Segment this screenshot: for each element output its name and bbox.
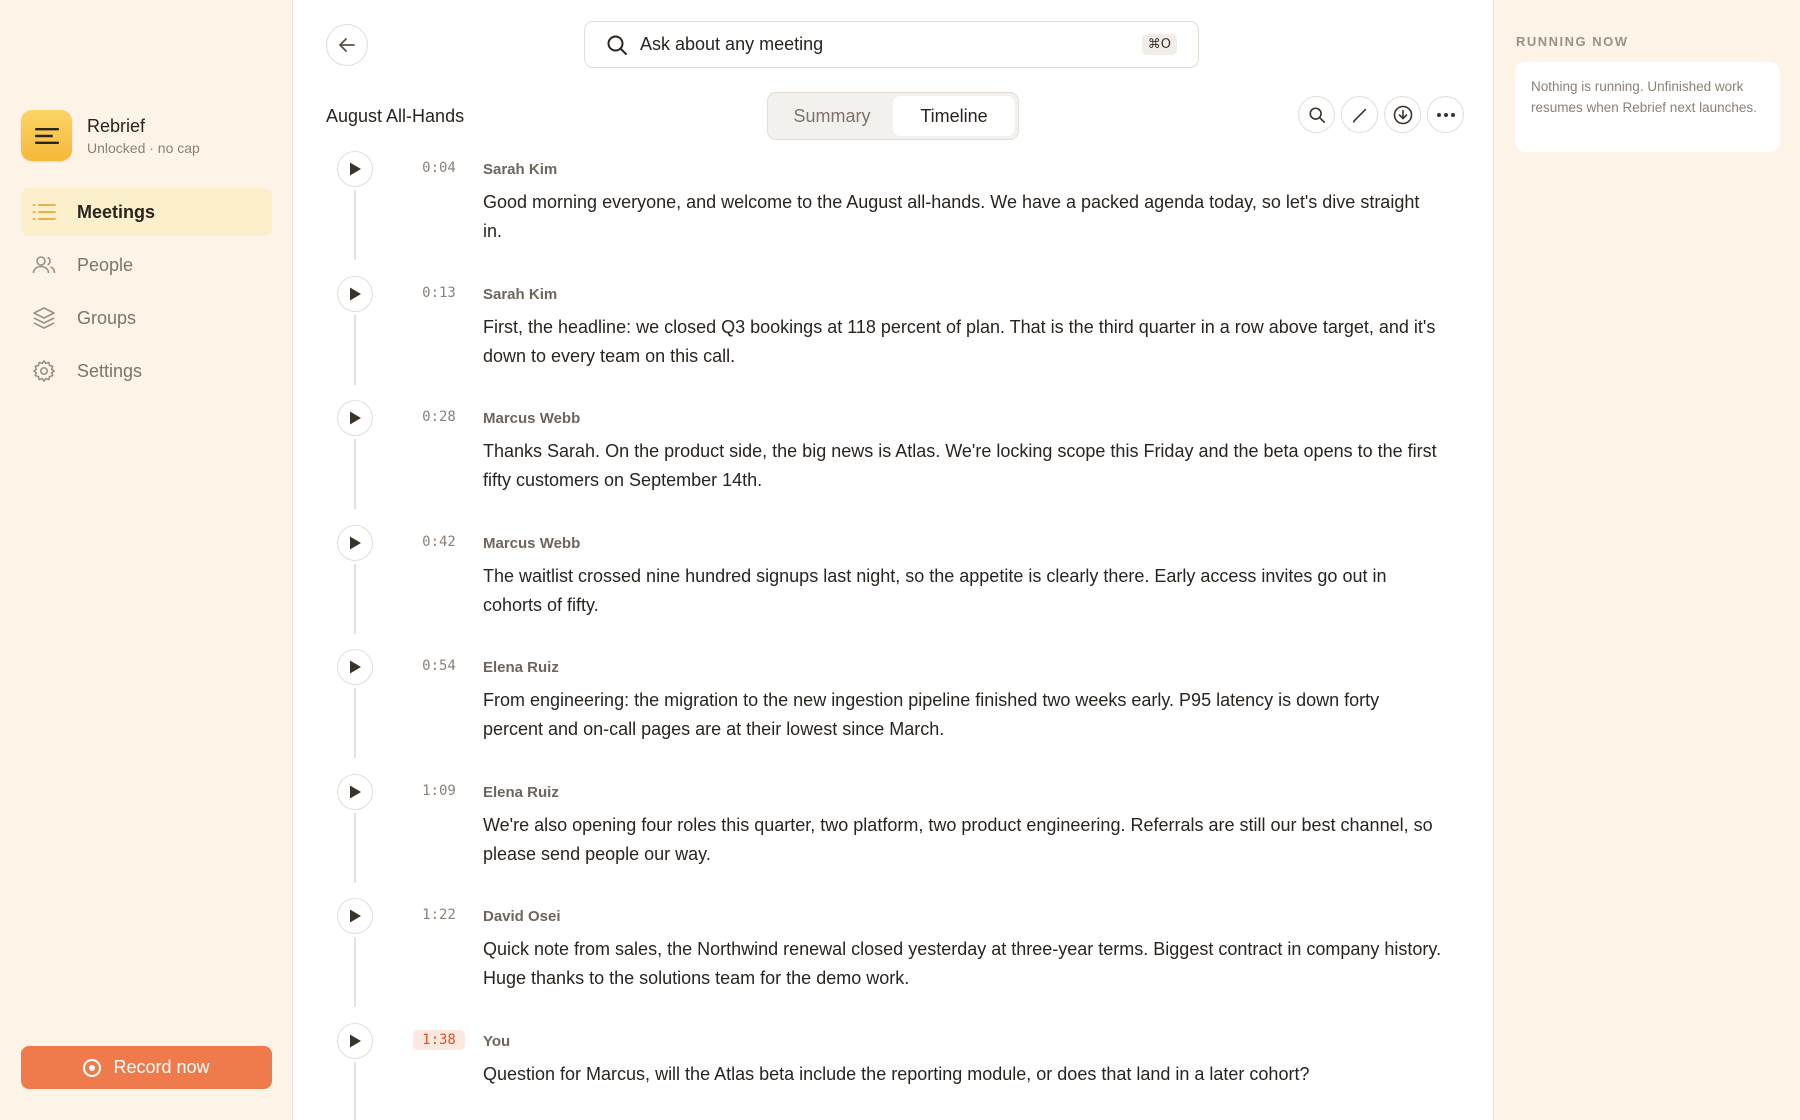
transcript-text: Good morning everyone, and welcome to the August all-hands. We have a packed agenda today, so let's dive straight in. bbox=[483, 192, 1420, 241]
search-bar[interactable] bbox=[584, 21, 1199, 68]
meeting-title: August All-Hands bbox=[326, 106, 465, 126]
timestamp[interactable]: 1:38 bbox=[413, 1030, 465, 1050]
transcript-text: Thanks Sarah. On the product side, the big news is Atlas. We're locking scope this Friday and the beta opens to the first fifty customers on September 14th. bbox=[483, 441, 1437, 490]
transcript-text: The waitlist crossed nine hundred signups last night, so the appetite is clearly there. Early access invites go out in cohorts of fifty. bbox=[483, 565, 1387, 615]
timeline-connector bbox=[354, 439, 356, 509]
transcript-text: We're also opening four roles this quarter, two platform, two product engineering. Referrals are still our best channel, so please send people our way. bbox=[483, 814, 1433, 864]
speaker-name: Marcus Webb bbox=[483, 534, 581, 552]
record-now-label: Record now bbox=[113, 1057, 210, 1077]
arrow-left-icon bbox=[337, 35, 357, 55]
sidebar-item-label: Settings bbox=[77, 360, 143, 381]
timeline-entry bbox=[293, 520, 1493, 645]
speaker-name: Elena Ruiz bbox=[483, 659, 559, 676]
timestamp[interactable]: 1:09 bbox=[422, 782, 456, 799]
app-plan: Unlocked · no cap bbox=[87, 139, 200, 156]
play-icon bbox=[348, 410, 362, 426]
record-icon bbox=[83, 1059, 101, 1077]
timeline-entry bbox=[293, 395, 1493, 520]
timeline-connector bbox=[354, 937, 356, 1007]
sidebar-item-label: Meetings bbox=[77, 201, 156, 222]
timestamp[interactable]: 1:22 bbox=[422, 907, 456, 923]
timeline-entry bbox=[293, 271, 1493, 396]
timeline-entry bbox=[293, 769, 1493, 894]
download-button[interactable] bbox=[1384, 96, 1421, 133]
gear-icon bbox=[31, 358, 57, 384]
timeline-entry bbox=[293, 146, 1493, 271]
people-icon bbox=[31, 252, 57, 278]
play-icon bbox=[348, 1033, 362, 1049]
timeline-connector bbox=[354, 1062, 356, 1120]
transcript-text: From engineering: the migration to the new ingestion pipeline finished two weeks early. P95 latency is down forty percent and on-call pages are at their lowest since March. bbox=[483, 690, 1380, 739]
timestamp[interactable]: 0:54 bbox=[422, 658, 456, 674]
sidebar-nav bbox=[21, 188, 272, 400]
speaker-name: Sarah Kim bbox=[483, 161, 558, 178]
record-now-button[interactable] bbox=[21, 1046, 272, 1089]
transcript-text: First, the headline: we closed Q3 bookings at 118 percent of plan. That is the third quarter in a row above target, and it's down to every team on this call. bbox=[483, 316, 1436, 366]
sidebar-item-meetings[interactable] bbox=[21, 188, 272, 236]
search-input[interactable] bbox=[640, 34, 1120, 55]
app-logo-icon bbox=[21, 110, 72, 161]
sidebar-item-label: People bbox=[77, 254, 134, 275]
play-icon bbox=[348, 161, 362, 177]
play-icon bbox=[348, 784, 362, 800]
tab-timeline[interactable]: Timeline bbox=[893, 96, 1015, 136]
sidebar-item-label: Groups bbox=[77, 307, 137, 328]
play-button[interactable] bbox=[337, 151, 373, 187]
speaker-name: Marcus Webb bbox=[483, 410, 581, 427]
main-panel bbox=[293, 0, 1493, 1120]
play-button[interactable] bbox=[337, 649, 373, 685]
play-button[interactable] bbox=[337, 400, 373, 436]
layers-icon bbox=[31, 305, 57, 331]
timeline-connector bbox=[354, 564, 356, 634]
search-icon bbox=[606, 34, 628, 56]
play-icon bbox=[348, 908, 362, 924]
play-button[interactable] bbox=[337, 1023, 373, 1059]
search-transcript-button[interactable] bbox=[1298, 96, 1335, 133]
speaker-name: You bbox=[483, 1032, 511, 1050]
timestamp[interactable]: 0:04 bbox=[422, 160, 456, 176]
timeline-connector bbox=[354, 190, 356, 260]
timestamp[interactable]: 0:42 bbox=[422, 533, 456, 550]
running-now-label: RUNNING NOW bbox=[1516, 34, 1629, 49]
back-button[interactable] bbox=[326, 24, 368, 66]
timeline-connector bbox=[354, 688, 356, 758]
right-panel bbox=[1493, 0, 1800, 1120]
speaker-name: David Osei bbox=[483, 908, 561, 925]
speaker-name: Elena Ruiz bbox=[483, 783, 559, 801]
sidebar-item-settings[interactable] bbox=[21, 347, 272, 395]
play-icon bbox=[348, 535, 362, 551]
timeline-list bbox=[293, 146, 1493, 1120]
transcript-text: Quick note from sales, the Northwind renewal closed yesterday at three-year terms. Biggest contract in company history. Huge thanks to the solutions team for the demo work. bbox=[483, 939, 1442, 988]
sidebar-item-people[interactable] bbox=[21, 241, 272, 289]
toolbar bbox=[1298, 96, 1464, 133]
timeline-connector bbox=[354, 315, 356, 385]
timeline-entry bbox=[293, 893, 1493, 1018]
list-icon bbox=[31, 199, 57, 225]
play-icon bbox=[348, 286, 362, 302]
download-icon bbox=[1393, 105, 1413, 125]
running-status-card: Nothing is running. Unfinished work resumes when Rebrief next launches. bbox=[1515, 62, 1780, 152]
play-button[interactable] bbox=[337, 525, 373, 561]
play-button[interactable] bbox=[337, 276, 373, 312]
more-button[interactable] bbox=[1427, 96, 1464, 133]
speaker-name: Sarah Kim bbox=[483, 285, 558, 303]
app-name: Rebrief bbox=[87, 115, 146, 136]
timestamp[interactable]: 0:28 bbox=[422, 409, 456, 425]
pencil-icon bbox=[1351, 106, 1369, 124]
search-icon bbox=[1308, 106, 1326, 124]
search-shortcut: ⌘O bbox=[1142, 34, 1177, 55]
edit-button[interactable] bbox=[1341, 96, 1378, 133]
brand bbox=[21, 110, 200, 161]
sidebar bbox=[0, 0, 293, 1120]
play-button[interactable] bbox=[337, 898, 373, 934]
view-tabs bbox=[767, 92, 1019, 140]
tab-summary[interactable]: Summary bbox=[771, 96, 893, 136]
timeline-entry bbox=[293, 1018, 1493, 1120]
timeline-entry bbox=[293, 644, 1493, 769]
play-button[interactable] bbox=[337, 774, 373, 810]
timestamp[interactable]: 0:13 bbox=[422, 284, 456, 301]
sidebar-item-groups[interactable] bbox=[21, 294, 272, 342]
transcript-text: Question for Marcus, will the Atlas beta include the reporting module, or does that land in a later cohort? bbox=[483, 1063, 1310, 1084]
timeline-connector bbox=[354, 813, 356, 883]
more-icon bbox=[1436, 112, 1456, 118]
play-icon bbox=[348, 659, 362, 675]
